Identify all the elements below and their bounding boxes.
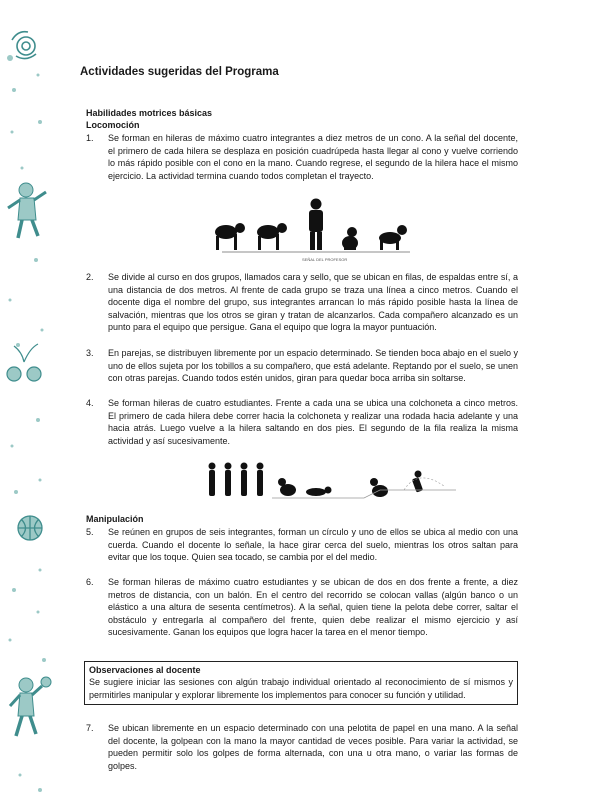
activity-item-1 (86, 132, 518, 182)
ball-icon (18, 516, 42, 540)
crawling-child-figure (379, 225, 407, 250)
teacher-notes-box (84, 661, 518, 705)
item-text: Se forman en hileras de máximo cuatro integrantes a diez metros de un cono. A la señal del docente, el primero de cada hilera se desplaza en posición cuadrúpeda hasta llegar al cono y vuelve corriendo lo más rápido posible con el cono en la mano. Cuando regrese, el segundo de la hilera hace el mismo ejercicio. La actividad termina cuando todos completan el trayecto. (108, 133, 518, 181)
standing-child-figure (225, 463, 232, 497)
rolling-child-figure (306, 487, 332, 497)
teacher-notes-text: Se sugiere iniciar las sesiones con algún trabajo individual orientado al reconocimiento de sí mismos y permitirles manipular y explorar libremente los implementos para conocer su función y utilidad. (89, 677, 513, 700)
item-number: 7. (86, 723, 94, 733)
swirl-icon (7, 32, 36, 61)
item-number: 4. (86, 398, 94, 408)
standing-child-figure (257, 463, 264, 497)
child-running-icon (8, 183, 46, 238)
activity-item-6 (86, 576, 518, 639)
page-title: Actividades sugeridas del Programa (80, 66, 279, 78)
section-title: Habilidades motrices básicas (86, 108, 213, 118)
item-number: 1. (86, 133, 94, 143)
crouching-child-figure (370, 478, 388, 497)
activity-item-7 (86, 722, 518, 772)
roll-sequence-figure (204, 460, 466, 502)
item-number: 6. (86, 577, 94, 587)
teacher-notes-title: Observaciones al docente (89, 665, 201, 675)
standing-child-figure (241, 463, 248, 497)
child-playing-icon (10, 677, 51, 736)
item-text: Se forman hileras de máximo cuatro estudiantes y se ubican de dos en dos frente a frente, a diez metros de distancia, con un balón. En el centro del recorrido se colocan vallas (algún banco o un elástico a una altura de sesenta centímetros). A la señal, quien tiene la pelota debe correr, saltar el obstáculo y entregarla al compañero del frente, quien debe realizar el mismo ejercicio y así sucesivamente. Ganan los equipos que logra hacer la tarea en el menor tiempo. (108, 577, 518, 638)
margin-decoration (0, 0, 60, 800)
standing-teacher-figure (309, 199, 323, 251)
cherries-icon (7, 344, 41, 381)
item-text: En parejas, se distribuyen libremente por un espacio determinado. Se tienden boca abajo en el suelo y uno de ellos sujeta por los tobillos a su compañero, que está adelante. Reptando por el suelo, se unen con otras parejas. Cuando todos estén unidos, giran para quedar boca arriba sin soltarse. (108, 348, 518, 384)
item-number: 5. (86, 527, 94, 537)
crawling-child-figure (215, 223, 245, 250)
item-text: Se forman hileras de cuatro estudiantes. Frente a cada una se ubica una colchoneta a cinco metros. El primero de cada hilera debe correr hacia la colchoneta y realizar una rodada hacia adelante y una hacia atrás. Luego vuelve a la hilera saltando en dos pies. El segundo de la fila realiza la misma actividad y así sucesivamente. (108, 398, 518, 446)
activity-item-4 (86, 397, 518, 447)
activity-item-5 (86, 526, 518, 564)
rolling-child-figure (278, 478, 296, 496)
item-text: Se reúnen en grupos de seis integrantes, forman un círculo y uno de ellos se ubica al medio con una cuerda. Cuando el docente lo señale, la hace girar cerca del suelo, mientras los otros saltan para evitar que los toque. Quien sea tocado, se cambia por el del medio. (108, 527, 518, 563)
crouching-child-figure (342, 227, 358, 250)
item-text: Se ubican libremente en un espacio determinado con una pelotita de papel en una mano. A la señal del docente, la golpean con la mano la mayor cantidad de veces posible. Para variar la actividad, se pueden permitir solo los golpes de forma alternada, con una u otra mano, o variar las formas de golpes. (108, 723, 518, 771)
jumping-child-figure (412, 471, 423, 493)
item-text: Se divide al curso en dos grupos, llamados cara y sello, que se ubican en filas, de espaldas entre sí, a una distancia de dos metros. Al frente de cada grupo se traza una línea a cinco metros. Cuando el docente diga el nombre del grupo, sus integrantes arrancan lo más rápido posible hasta la línea de salvación, mientras que los otros se giran y tratan de alcanzarlos. Cada compañero alcanzado es un punto para el equipo que persigue. Gana el equipo que logra la mayor puntuación. (108, 272, 518, 333)
activity-item-3 (86, 347, 518, 385)
standing-child-figure (209, 463, 216, 497)
manipulacion-title: Manipulación (86, 514, 144, 524)
crawling-child-figure (257, 223, 287, 250)
activity-item-2 (86, 271, 518, 334)
locomotion-figure (210, 198, 432, 264)
figure-caption: SEÑAL DEL PROFESOR (302, 257, 348, 262)
item-number: 3. (86, 348, 94, 358)
item-number: 2. (86, 272, 94, 282)
locomocion-title: Locomoción (86, 120, 140, 130)
